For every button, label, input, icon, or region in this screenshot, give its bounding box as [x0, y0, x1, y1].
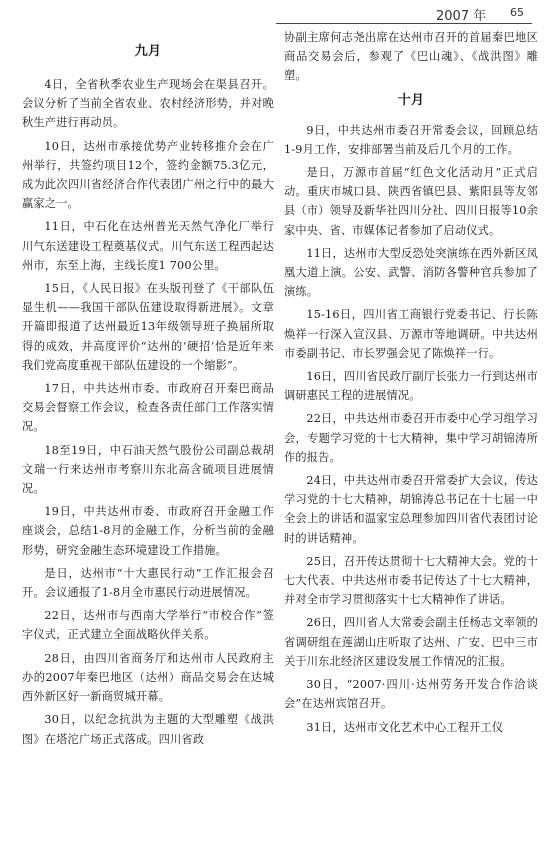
- entry-paragraph: 17日，中共达州市委、市政府召开秦巴商品交易会督察工作会议，检查各责任部门工作落实情况。: [22, 382, 274, 434]
- entry-paragraph: 26日，四川省人大常委会副主任杨志文率领的省调研组在莲湖山庄听取了达州、广安、巴中三市关于川东北经济区建设发展工作情况的汇报。: [284, 616, 538, 668]
- right-column: [284, 28, 538, 741]
- entry-paragraph: 是日，达州市“十大惠民行动”工作汇报会召开。会议通报了1-8月全市惠民行动进展情况。: [22, 566, 274, 600]
- entry-paragraph: 15日，《人民日报》在头版刊登了《干部队伍显生机——我国干部队伍建设取得新进展》。文章开篇即报道了达州最近13年级领导班子换届所取得的成效，并高度评价“达州的‘硬招’恰是近年来我们党高度重视干部队伍建设的一个缩影”。: [22, 282, 274, 372]
- entry-paragraph: 9日，中共达州市委召开常委会议，回顾总结1-9月工作，安排部署当前及后几个月的工作。: [284, 123, 538, 156]
- entry-paragraph: 19日，中共达州市委、市政府召开金融工作座谈会，总结1-8月的金融工作，分析当前的金融形势，研究金融生态环境建设工作措施。: [22, 505, 274, 557]
- page-number: 65: [510, 6, 524, 19]
- entry-paragraph: 22日，中共达州市委召开市委中心学习组学习会，专题学习党的十七大精神，集中学习胡锦涛所作的报告。: [284, 412, 538, 464]
- entry-paragraph: 15-16日，四川省工商银行党委书记、行长陈焕祥一行深入宣汉县、万源市等地调研。中共达州市委副书记、市长罗强会见了陈焕祥一行。: [284, 308, 538, 360]
- header-year: 2007 年: [436, 9, 487, 24]
- entry-paragraph: 30日，“2007·四川·达州劳务开发合作洽谈会”在达州宾馆召开。: [284, 678, 538, 711]
- continued-paragraph: 协副主席何志尧出席在达州市召开的首届秦巴地区商品交易会后，参观了《巴山魂》、《战洪图》雕塑。: [284, 31, 538, 83]
- month-title-september: 九月: [134, 44, 162, 59]
- entry-paragraph: 4日，全省秋季农业生产现场会在渠县召开。会议分析了当前全省农业、农村经济形势，并对晚秋生产进行再动员。: [22, 78, 274, 130]
- entry-paragraph: 25日，召开传达贯彻十七大精神大会。党的十七大代表、中共达州市委书记传达了十七大精神，并对全市学习贯彻落实十七大精神作了讲话。: [284, 554, 538, 607]
- entry-paragraph: 30日，以纪念抗洪为主题的大型雕塑《战洪图》在塔沱广场正式落成。四川省政: [22, 713, 274, 746]
- entry-paragraph: 22日，达州市与西南大学举行“市校合作”签字仪式，正式建立全面战略伙伴关系。: [22, 609, 274, 642]
- entry-paragraph: 11日，中石化在达州普光天然气净化厂举行川气东送建设工程奠基仪式。川气东送工程西起达州市，东至上海，主线长度1 700公里。: [22, 220, 274, 272]
- entry-paragraph: 16日，四川省民政厅副厅长张力一行到达州市调研惠民工程的进展情况。: [284, 370, 538, 403]
- page-header: [0, 3, 550, 29]
- entry-paragraph: 31日，达州市文化艺术中心工程开工仪: [306, 720, 504, 734]
- entry-paragraph: 28日，由四川省商务厅和达州市人民政府主办的2007年秦巴地区（达州）商品交易会在达城西外新区好一新商贸城开幕。: [22, 651, 274, 704]
- left-column: [22, 28, 274, 753]
- header-rule: [276, 23, 532, 24]
- entry-paragraph: 18至19日，中石油天然气股份公司副总裁胡文瑞一行来达州市考察川东北高含硫项目进展情况。: [22, 443, 274, 496]
- entry-paragraph: 是日，万源市首届“红色文化活动月”正式启动。重庆市城口县、陕西省镇巴县、紫阳县等友邻县（市）领导及新华社四川分社、四川日报等10余家中央、省、市媒体记者参加了启动仪式。: [284, 166, 538, 237]
- month-title-october: 十月: [397, 92, 425, 108]
- entry-paragraph: 24日，中共达州市委召开常委扩大会议，传达学习党的十七大精神，胡锦涛总书记在十七届一中全会上的讲话和温家宝总理参加四川省代表团讨论时的讲话精神。: [284, 474, 538, 545]
- entry-paragraph: 11日，达州市大型反恐处突演练在西外新区凤凰大道上演。公安、武警、消防各警种官兵参加了演练。: [284, 246, 538, 299]
- entry-paragraph: 10日，达州市承接优势产业转移推介会在广州举行，共签约项目12个，签约金额75.3亿元，成为此次四川省经济合作代表团广州之行中的最大赢家之一。: [22, 139, 274, 211]
